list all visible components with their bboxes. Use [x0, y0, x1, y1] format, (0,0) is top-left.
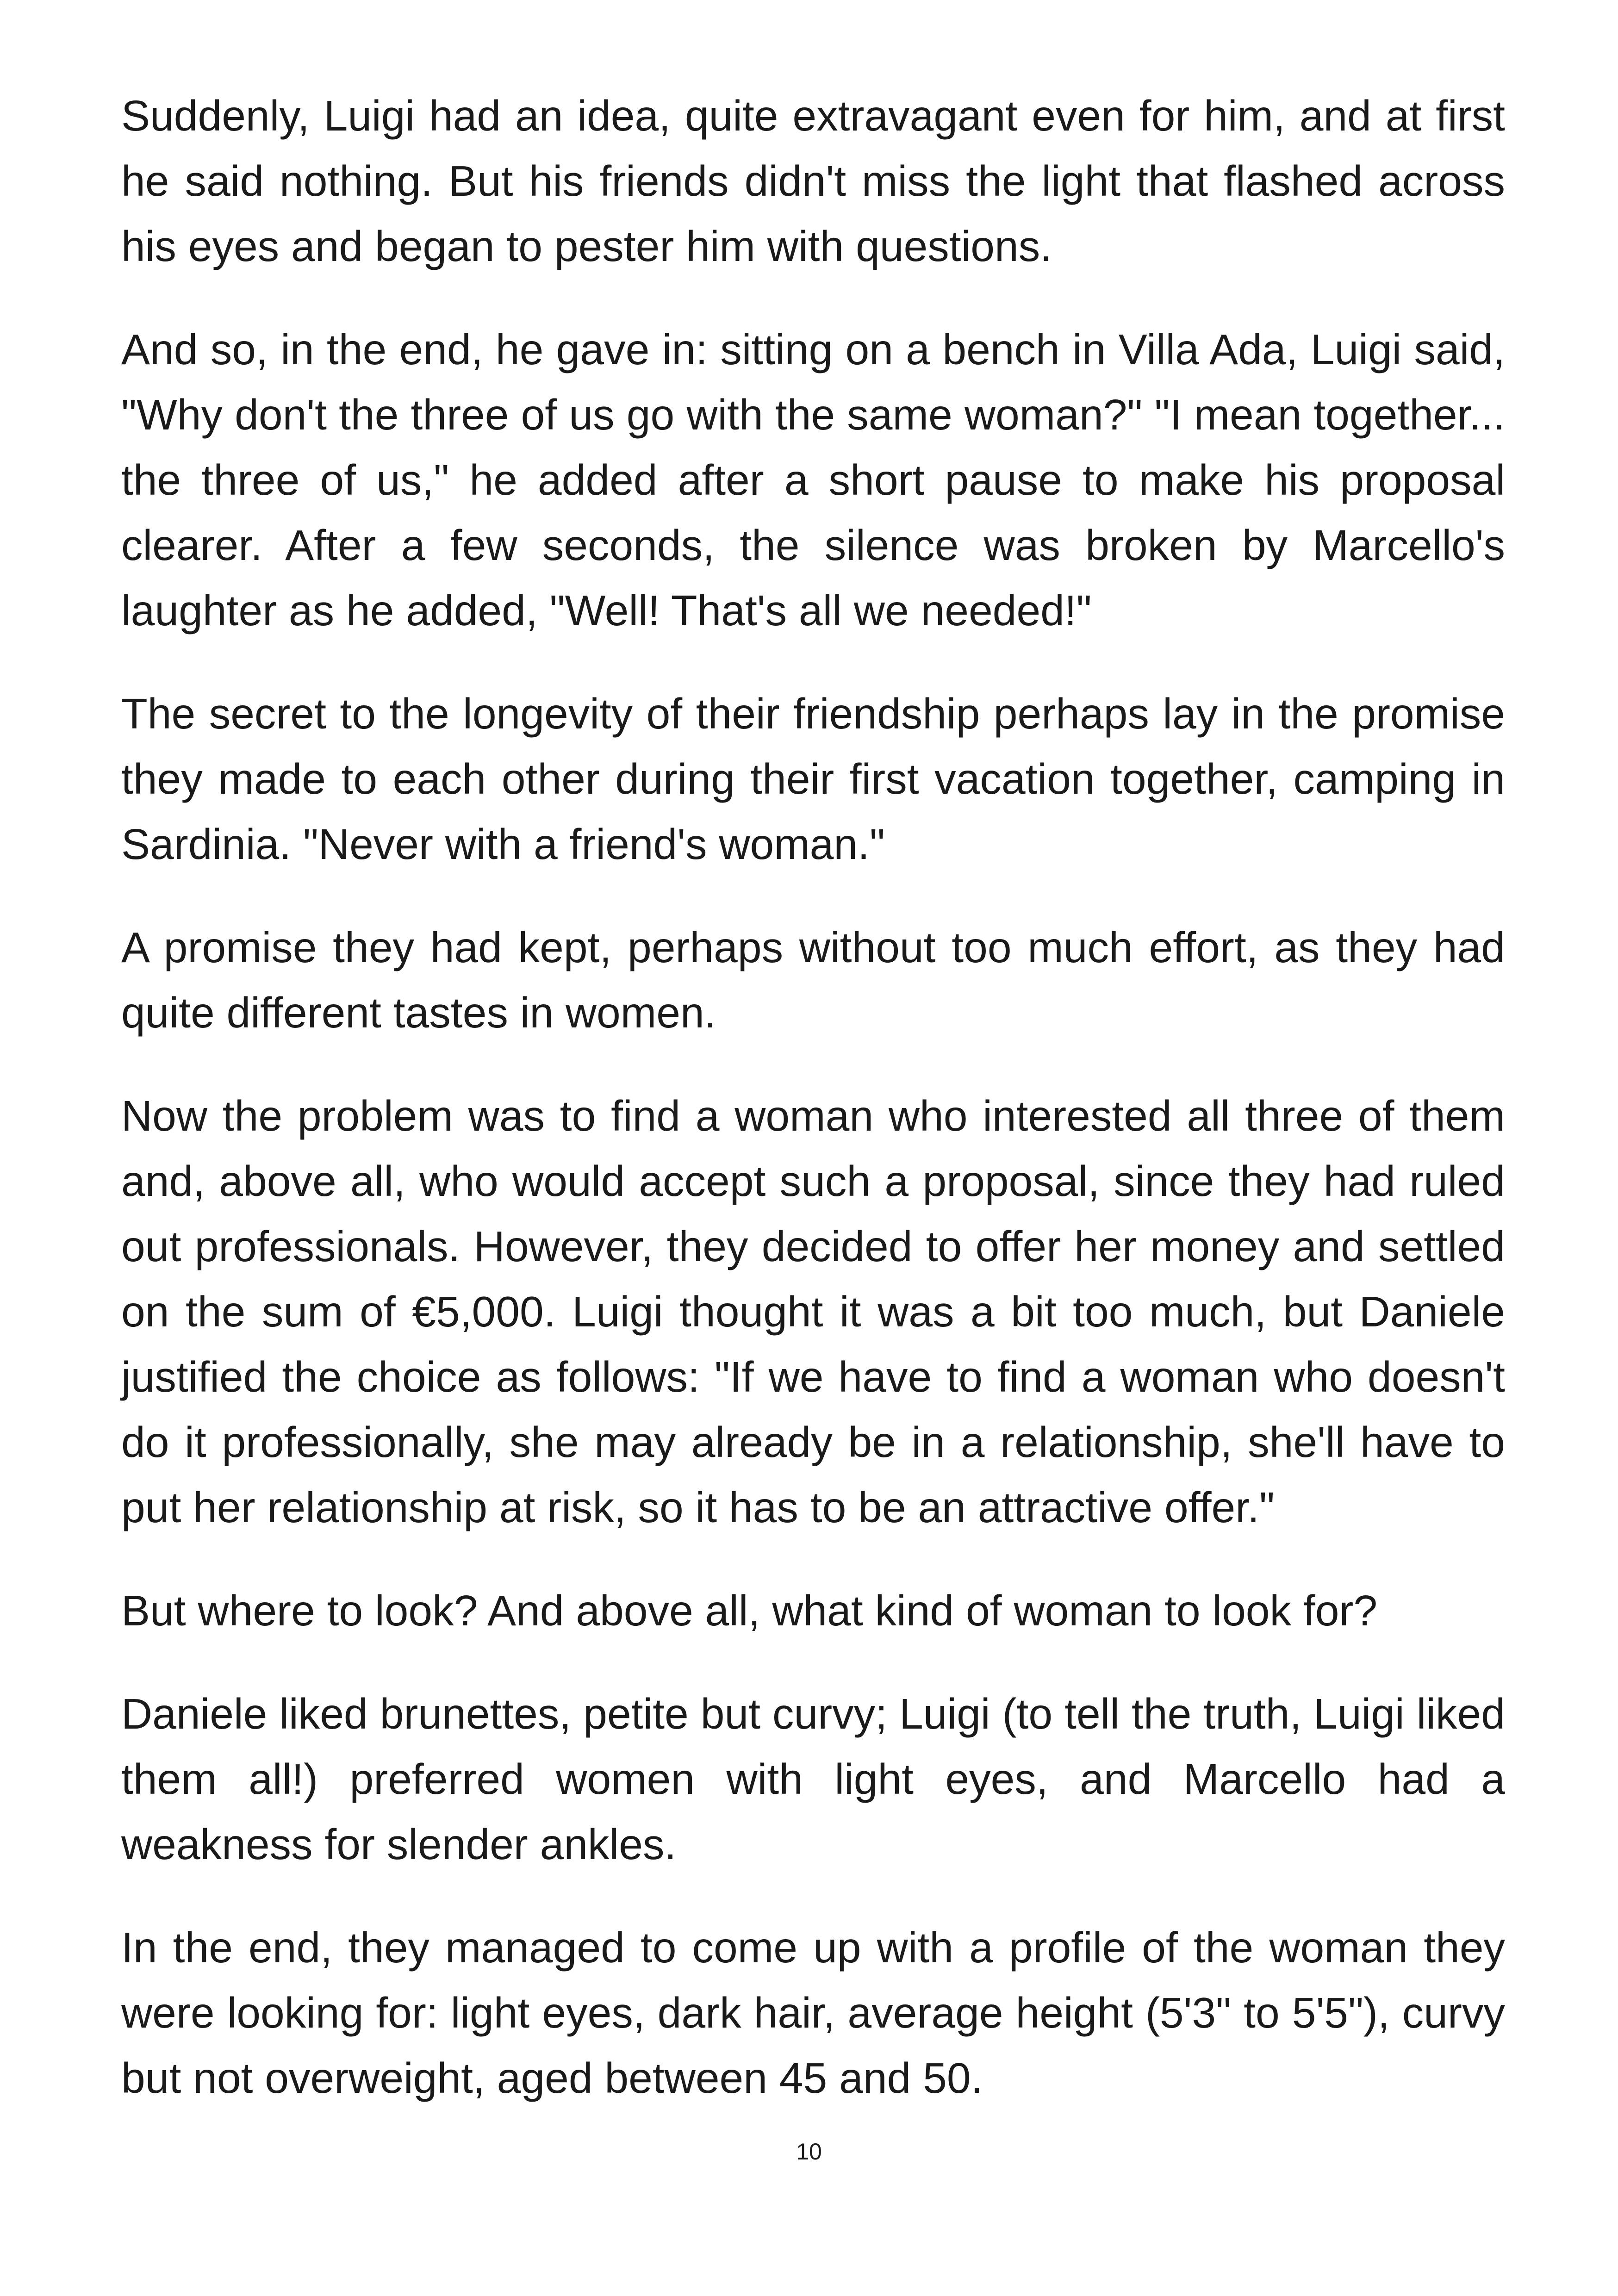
- paragraph-2: And so, in the end, he gave in: sitting on a bench in Villa Ada, Luigi said, "Why don't the three of us go with the same woman?" "I mean together... the three of us," he added after a short pause to make his proposal clearer. After a few seconds, the silence was broken by Marcello's laughter as he added, "Well! That's all we needed!": [121, 325, 1505, 635]
- paragraph-7: Daniele liked brunettes, petite but curvy; Luigi (to tell the truth, Luigi liked them all!) preferred women with light eyes, and Marcello had a weakness for slender ankles.: [121, 1690, 1505, 1868]
- paragraph-8: In the end, they managed to come up with a profile of the woman they were looking for: light eyes, dark hair, average height (5'3" to 5'5"), curvy but not overweight, aged between 45 and 50.: [121, 1923, 1505, 2102]
- page-number: 10: [796, 2139, 822, 2165]
- paragraph-5: Now the problem was to find a woman who interested all three of them and, above all, who would accept such a proposal, since they had ruled out professionals. However, they decided to offer her money and settled on the sum of €5,000. Luigi thought it was a bit too much, but Daniele justified the choice as follows: "If we have to find a woman who doesn't do it professionally, she may already be in a relationship, she'll have to put her relationship at risk, so it has to be an attractive offer.": [121, 1092, 1505, 1531]
- body-text: [121, 83, 1505, 2111]
- paragraph-3: The secret to the longevity of their friendship perhaps lay in the promise they made to each other during their first vacation together, camping in Sardinia. "Never with a friend's woman.": [121, 690, 1505, 868]
- paragraph-6: But where to look? And above all, what kind of woman to look for?: [121, 1587, 1378, 1635]
- paragraph-1: Suddenly, Luigi had an idea, quite extravagant even for him, and at first he said nothing. But his friends didn't miss the light that flashed across his eyes and began to pester him with questions.: [121, 92, 1505, 270]
- paragraph-4: A promise they had kept, perhaps without too much effort, as they had quite different tastes in women.: [121, 923, 1505, 1037]
